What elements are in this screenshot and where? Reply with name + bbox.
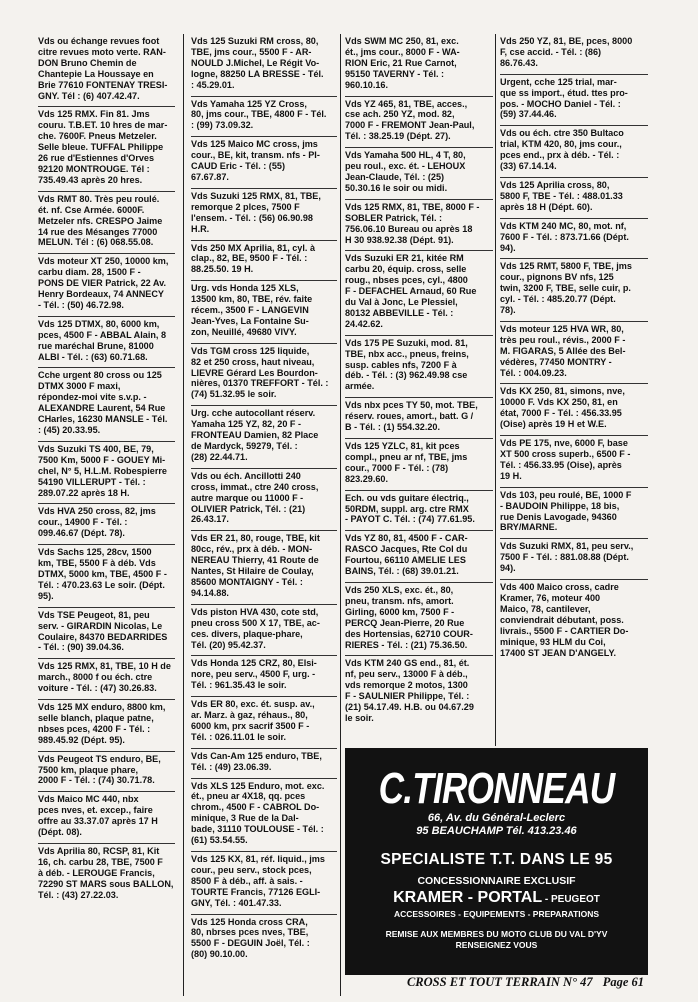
classified-ad: Urgent, cche 125 trial, mar- que ss import., étud. ttes pro- pos. - MOCHO Daniel - Tél. : (59) 37.44.46. (500, 75, 648, 127)
classified-ad: Vds PE 175, nve, 6000 F, base XT 500 cross superb., 6500 F - Tél. : 456.33.95 (Oise), après 19 H. (500, 436, 648, 488)
classified-ad: Vds HVA 250 cross, 82, jms cour., 14900 F - Tél. : 099.46.67 (Dépt. 78). (38, 504, 175, 545)
classified-ad: Vds Yamaha 500 HL, 4 T, 80, peu roul., exc. ét. - LEHOUX Jean-Claude, Tél. : (25) 50.30.16 le soir ou midi. (345, 148, 493, 200)
classified-ad: Vds Honda 125 CRZ, 80, Elsi- nore, peu serv., 4500 F, urg. - Tél. : 961.35.43 le soir. (191, 656, 337, 697)
column-rule (495, 34, 496, 746)
classified-ad: Vds Sachs 125, 28cv, 1500 km, TBE, 5500 F à déb. Vds DTMX, 5000 km, TBE, 4500 F - Tél. : 470.23.63 Le soir. (Dépt. 95). (38, 545, 175, 608)
dealer-discount (345, 929, 648, 951)
classified-ad: Vds 103, peu roulé, BE, 1000 F - BAUDOIN Philippe, 18 bis, rue Denis Lavogade, 94360 BRY/MARNE. (500, 488, 648, 540)
classified-ad: Vds ER 21, 80, rouge, TBE, kit 80cc, rév., prx à déb. - MON- NEREAU Thierry, 41 Route de Nantes, St Hilaire de Coulay, 85600 MONTAIGNY - Tél. : 94.14.88. (191, 531, 337, 604)
dealer-logo: C.TIRONNEAU (378, 764, 615, 813)
discount-cta: RENSEIGNEZ VOUS (455, 940, 538, 950)
classified-ad: Vds KX 250, 81, simons, nve, 10000 F. Vds KX 250, 81, en état, 7000 F - Tél. : 456.33.95 (Oise) après 19 H et W.E. (500, 384, 648, 436)
classified-ad: Vds Suzuki RMX, 81, peu serv., 7500 F - Tél. : 881.08.88 (Dépt. 94). (500, 539, 648, 580)
classified-ad: Ech. ou vds guitare électriq., 50RDM, suppl. arg. ctre RMX - PAYOT C. Tél. : (74) 77.61.95. (345, 491, 493, 532)
dealer-advertisement (345, 748, 648, 975)
classified-ad: Vds KTM 240 MC, 80, mot. nf, 7600 F - Tél. : 873.71.66 (Dépt. 94). (500, 219, 648, 260)
classified-ad: Vds Yamaha 125 YZ Cross, 80, jms cour., TBE, 4800 F - Tél. : (99) 73.09.32. (191, 97, 337, 138)
classified-ad: Vds 400 Maico cross, cadre Kramer, 76, moteur 400 Maico, 78, cantilever, conviendrait débutant, poss. livrais., 5500 F - CARTIER Do- minique, 93 HLM du Coi, 17400 ST JEAN D'ANGELY. (500, 582, 629, 658)
brand-names: KRAMER - PORTAL (393, 889, 543, 906)
classified-ad: Vds 125 RMX. Fin 81. Jms couru. T.B.ET. 10 hres de mar- che. 7600F. Pneus Metzeler. Selle bleue. TUFFAL Philippe 26 rue d'Estiennes d'Orves 92120 MONTROUGE. Tél : 735.49.43 après 20 hres. (38, 107, 175, 191)
page-number: Page 61 (602, 975, 644, 989)
classified-ad: Vds 125 RMT, 5800 F, TBE, jms cour., pignons BV nfs, 125 twin, 3200 F, TBE, selle cuir, p. cyl. - Tél. : 485.20.77 (Dépt. 78). (500, 259, 648, 322)
classified-ad: Vds 250 MX Aprilia, 81, cyl. à clap., 82, BE, 9500 F - Tél. : 88.25.50. 19 H. (191, 241, 337, 282)
classified-ad: Vds TGM cross 125 liquide, 82 et 250 cross, haut niveau, LIEVRE Gérard Les Bourdon- nières, 01370 TREFFORT - Tél. : (74) 51.32.95 le soir. (191, 344, 337, 407)
classified-ad: Vds ou échange revues foot citre revues moto verte. RAN- DON Bruno Chemin de Chantepie La Houssaye en Brie 77610 FONTENAY TRESI- GNY. Tél : (6) 407.42.47. (38, 34, 175, 107)
classified-ad: Vds 250 XLS, exc. ét., 80, pneu, transm. nfs, amort. Girling, 6000 km, 7500 F - PERCQ Jean-Pierre, 20 Rue des Hortensias, 62710 COUR- RIERES - Tél. : (21) 75.36.50. (345, 583, 493, 656)
classified-ad: Vds Suzuki ER 21, kitée RM carbu 20, équip. cross, selle roug., nbses pces, cyl., 4800 F - DEFACHEL Arnaud, 60 Rue du Val à Jonc, Le Plessiel, 80132 ABBEVILLE - Tél. : 24.42.62. (345, 251, 493, 335)
classifieds-column-2 (191, 34, 337, 965)
classified-ad: Vds YZ 465, 81, TBE, acces., cse ach. 250 YZ, mod. 82, 7000 F - FREMONT Jean-Paul, Tél. : 38.25.19 (Dépt. 27). (345, 97, 493, 149)
column-rule (183, 34, 184, 996)
magazine-title: CROSS ET TOUT TERRAIN N° 47 (406, 975, 593, 989)
page-footer (407, 975, 644, 990)
classified-ad: Vds ou éch. ctre 350 Bultaco trial, KTM 420, 80, jms cour., pces end., prx à déb. - Tél. : (33) 67.14.14. (500, 126, 648, 178)
classified-ad: Vds moteur XT 250, 10000 km, carbu diam. 28, 1500 F - PONS DE VIER Patrick, 22 Av. Henry Bordeaux, 74 ANNECY - Tél. : (50) 46.72.98. (38, 254, 175, 317)
classified-ad: Vds TSE Peugeot, 81, peu serv. - GIRARDIN Nicolas, Le Coulaire, 84370 BEDARRIDES - Tél. : (90) 39.04.36. (38, 608, 175, 660)
dealer-services: ACCESSOIRES - EQUIPEMENTS - PREPARATIONS (393, 909, 600, 919)
classified-ad: Vds 250 YZ, 81, BE, pces, 8000 F, cse accid. - Tél. : (86) 86.76.43. (500, 34, 648, 75)
classified-ad: Vds 125 Maico MC cross, jms cour., BE, kit, transm. nfs - PI- CAUD Eric - Tél. : (55) 67.67.87. (191, 137, 337, 189)
dealer-specialty: SPECIALISTE T.T. DANS LE 95 (380, 851, 613, 868)
classified-ad: Cche urgent 80 cross ou 125 DTMX 3000 F maxi, répondez-moi vite s.v.p. - ALEXANDRE Laurent, 54 Rue CHarles, 16230 MANSLE - Tél. : (45) 20.33.95. (38, 368, 175, 441)
classified-ad: Vds 125 Honda cross CRA, 80, nbrses pces nves, TBE, 5500 F - DEGUIN Joël, Tél. : (80) 90.10.00. (191, 916, 310, 960)
dealer-concession: CONCESSIONNAIRE EXCLUSIF (417, 875, 576, 887)
classified-ad: Vds 125 Suzuki RM cross, 80, TBE, jms cour., 5500 F - AR- NOULD J.Michel, Le Régit Vo- logne, 88250 LA BRESSE - Tél. : 45.29.01. (191, 34, 337, 97)
classified-ad: Urg. vds Honda 125 XLS, 13500 km, 80, TBE, rév. faite récem., 3500 F - LANGEVIN Jean-Yves, La Fontaine Su- zon, Neuillé, 49680 VIVY. (191, 281, 337, 344)
classified-ad: Vds KTM 240 GS end., 81, ét. nf, peu serv., 13000 F à déb., vds remorque 2 motos, 1300 F - SAULNIER Philippe, Tél. : (21) 54.17.49. H.B. ou 04.67.29 le soir. (345, 658, 474, 723)
classifieds-column-3 (345, 34, 493, 729)
classified-ad: Vds XLS 125 Enduro, mot. exc. ét., pneu ar 4X18, qq. pces chrom., 4500 F - CABROL Do- minique, 3 Rue de la Dal- bade, 31110 TOULOUSE - Tél. : (61) 53.54.55. (191, 779, 337, 852)
classified-ad: Vds SWM MC 250, 81, exc. ét., jms cour., 8000 F - WA- RION Eric, 21 Rue Carnot, 95150 TAVERNY - Tél. : 960.10.16. (345, 34, 493, 97)
classified-ad: Vds Maico MC 440, nbx pces nves, et. excep., faire offre au 33.37.07 après 17 H (Dépt. 08). (38, 792, 175, 844)
classified-ad: Vds 175 PE Suzuki, mod. 81, TBE, nbx acc., pneus, freins, susp. cables nfs, 7200 F à déb. - Tél. : (3) 962.49.98 cse armée. (345, 336, 493, 399)
brand-suffix: - PEUGEOT (542, 894, 600, 905)
classifieds-column-1 (38, 34, 175, 906)
classified-ad: Vds 125 RMX, 81, TBE, 10 H de march., 8000 f ou éch. ctre voiture - Tél. : (47) 30.26.83. (38, 659, 175, 700)
column-rule (340, 34, 341, 996)
classified-ad: Vds nbx pces TY 50, mot. TBE, réserv. roues, amort., batt. G / B - Tél. : (1) 554.32.20. (345, 398, 493, 439)
dealer-brands (345, 889, 648, 907)
classifieds-column-4 (500, 34, 648, 663)
classified-ad: Vds Peugeot TS enduro, BE, 7500 km, plaque phare, 2000 F - Tél. : (74) 30.71.78. (38, 752, 175, 793)
classified-ad: Vds piston HVA 430, cote std, pneu cross 500 X 17, TBE, ac- ces. divers, plaque-phare, Tél. (20) 95.42.37. (191, 605, 337, 657)
classified-ad: Vds YZ 80, 81, 4500 F - CAR- RASCO Jacques, Rte Col du Fourtou, 66110 AMELIE LES BAINS, Tél. : (68) 39.01.21. (345, 531, 493, 583)
dealer-address-phone: 95 BEAUCHAMP Tél. 413.23.46 (416, 825, 577, 837)
classified-ad: Vds 125 RMX, 81, TBE, 8000 F - SOBLER Patrick, Tél. : 756.06.10 Bureau ou après 18 H 30 938.92.38 (Dépt. 91). (345, 200, 493, 252)
classified-ad: Vds Can-Am 125 enduro, TBE, Tél. : (49) 23.06.39. (191, 749, 337, 779)
dealer-address-line: 66, Av. du Général-Leclerc (427, 812, 566, 824)
classified-ad: Vds Suzuki TS 400, BE, 79, 7500 Km, 5000 F - GOUEY Mi- chel, N° 5, H.L.M. Robespierre 54190 VILLERUPT - Tél. : 289.07.22 après 18 H. (38, 442, 175, 505)
classified-ad: Vds ou éch. Ancillotti 240 cross, immat., ctre 240 cross, autre marque ou 11000 F - OLIVIER Patrick, Tél. : (21) 26.43.17. (191, 469, 337, 532)
classified-ad: Urg. cche autocollant réserv. Yamaha 125 YZ, 82, 20 F - FRONTEAU Damien, 82 Place de Mardyck, 59279, Tél. : (28) 22.44.71. (191, 406, 337, 469)
classified-ad: Vds 125 MX enduro, 8800 km, selle blanch, plaque patne, nbses pces, 4200 F - Tél. : 989.45.92 (Dépt. 95). (38, 700, 175, 752)
classified-ad: Vds Aprilia 80, RCSP, 81, Kit 16, ch. carbu 28, TBE, 7500 F à déb. - LEROUGE Francis, 72290 ST MARS sous BALLON, Tél. : (43) 27.22.03. (38, 846, 174, 900)
classified-ad: Vds RMT 80. Très peu roulé. ét. nf. Cse Armée. 6000F. Metzeler nfs. CRESPO Jaime 14 rue des Mésanges 77000 MELUN. Tél : (6) 068.55.08. (38, 192, 175, 255)
classified-ad: Vds 125 KX, 81, réf. liquid., jms cour., peu serv., stock pces, 8500 F à déb., aff. à sais. - TOURTE Francis, 77126 EGLI- GNY, Tél. : 401.47.33. (191, 852, 337, 915)
classified-ad: Vds 125 YZLC, 81, kit pces compl., pneu ar nf, TBE, jms cour., 7000 F - Tél. : (78) 823.29.60. (345, 439, 493, 491)
discount-line: REMISE AUX MEMBRES DU MOTO CLUB DU VAL D'YV (385, 929, 608, 939)
classified-ad: Vds ER 80, exc. ét. susp. av., ar. Marz. à gaz, réhaus., 80, 6000 km, prx sacrif 3500 F - Tél. : 026.11.01 le soir. (191, 697, 337, 749)
classified-ad: Vds Suzuki 125 RMX, 81, TBE, remorque 2 plces, 7500 F l'ensem. - Tél. : (56) 06.90.98 H.R. (191, 189, 337, 241)
classified-ad: Vds 125 DTMX, 80, 6000 km, pces, 4500 F - ABBAL Alain, 8 rue maréchal Brune, 81000 ALBI - Tél. : (63) 60.71.68. (38, 317, 175, 369)
classified-ad: Vds moteur 125 HVA WR, 80, très peu roul., révis., 2000 F - M. FIGARAS, 5 Allée des Bel- védères, 77450 MONTRY - Tél. : 004.09.23. (500, 322, 648, 385)
classified-ad: Vds 125 Aprilia cross, 80, 5800 F, TBE - Tél. : 488.01.33 après 18 H (Dépt. 60). (500, 178, 648, 219)
